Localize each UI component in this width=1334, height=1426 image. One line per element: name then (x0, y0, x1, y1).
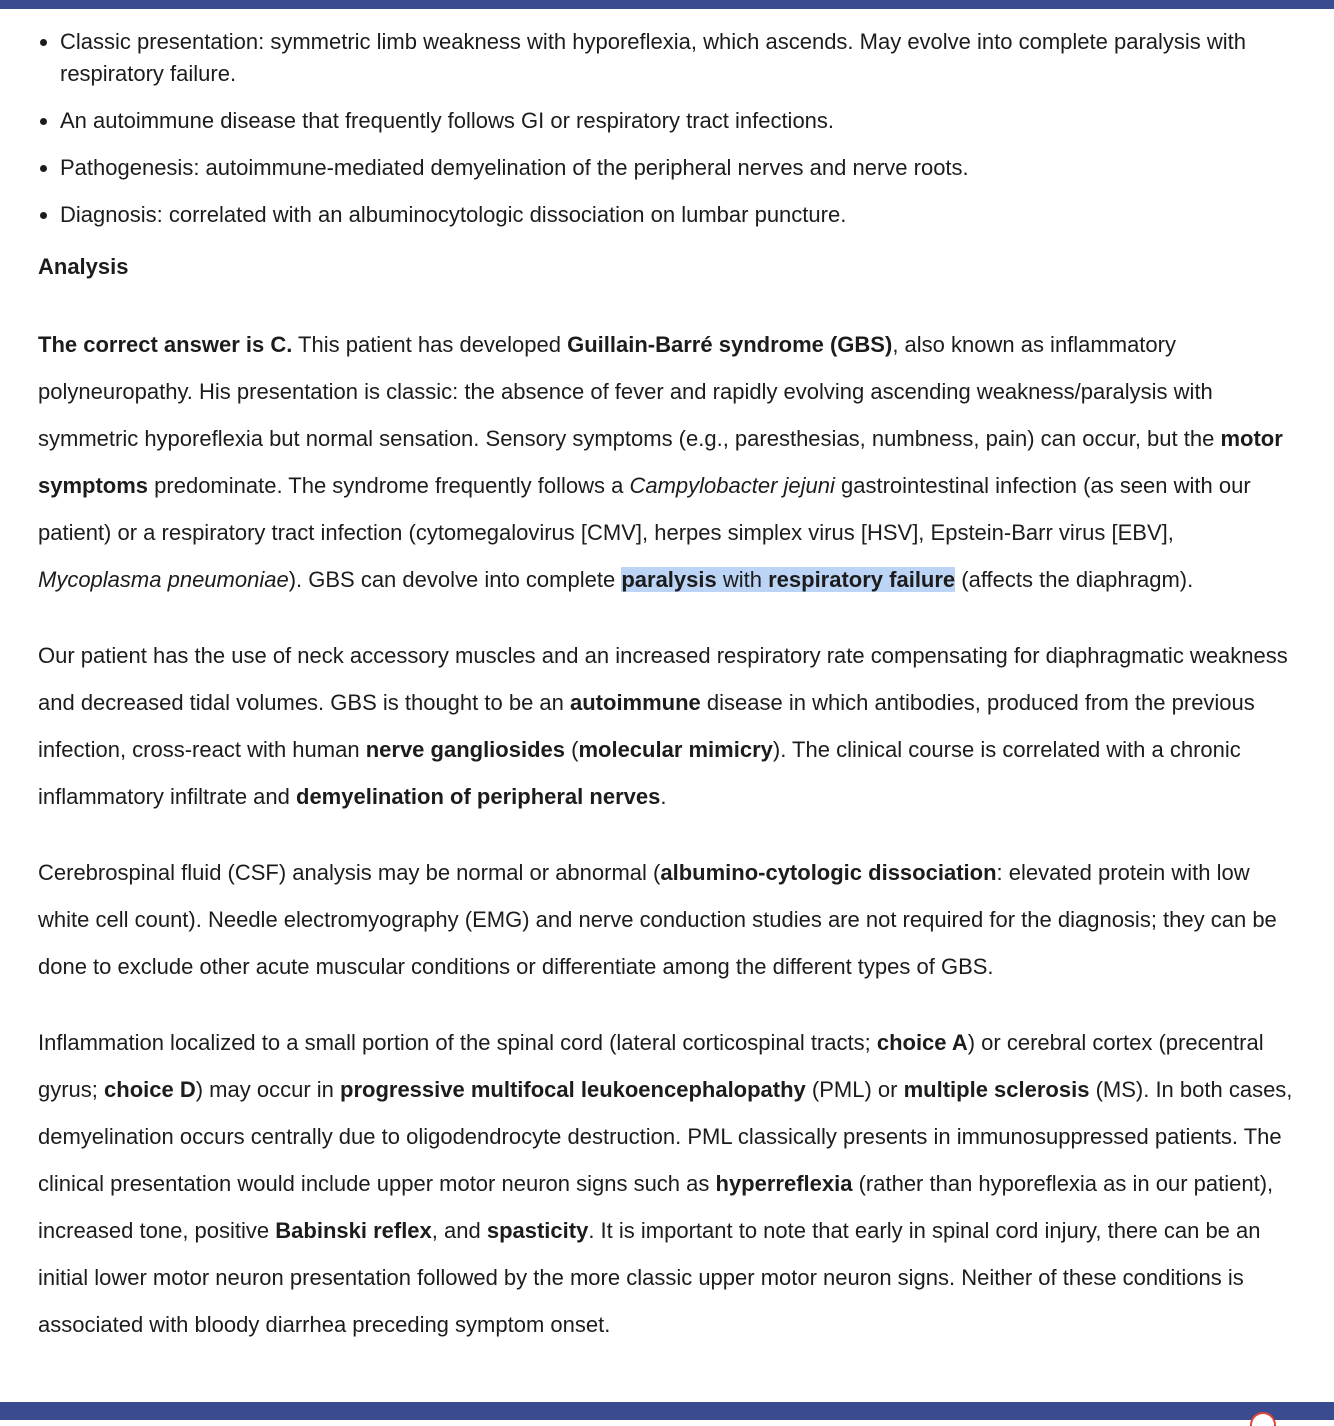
text-span: , also known as inflammatory polyneuropathy. His presentation is classic: the absence of fever and rapidly evolving ascending weakness/paralysis with symmetric hyporeflexia but normal sensation. Sensory symptoms (e.g., paresthesias, numbness, pain) can occur, but the (38, 332, 1221, 451)
bold-term: molecular mimicry (578, 737, 773, 762)
list-item: • Classic presentation: symmetric limb weakness with hyporeflexia, which ascends. May evolve into complete paralysis with respiratory failure. (60, 26, 1298, 90)
bold-term: spasticity (486, 1218, 589, 1243)
bold-term: nerve gangliosides (365, 737, 565, 762)
answer-statement: The correct answer is C. (38, 332, 293, 357)
text-span: . It is important to note that early in spinal cord injury, there can be an initial lower motor neuron presentation followed by the more classic upper motor neuron signs. Neither of these conditions is associated with bloody diarrhea preceding symptom onset. (38, 1218, 1261, 1337)
bold-term: respiratory failure (768, 567, 956, 592)
bottom-toolbar (0, 1402, 1334, 1420)
text-span: (affects the diaphragm). (955, 567, 1194, 592)
bold-term: Guillain-Barré syndrome (GBS) (567, 332, 893, 357)
list-item: • Diagnosis: correlated with an albuminocytologic dissociation on lumbar puncture. (60, 199, 1298, 231)
bold-term: choice D (104, 1077, 196, 1102)
analysis-paragraph-2 (38, 632, 1298, 820)
bold-term: progressive multifocal leukoencephalopathy (340, 1077, 806, 1102)
bold-term: multiple sclerosis (903, 1077, 1090, 1102)
key-points-list (38, 26, 1298, 231)
bold-term: hyperreflexia (715, 1171, 853, 1196)
analysis-paragraph-1 (38, 321, 1298, 603)
top-nav-bar (0, 0, 1334, 9)
text-span: , and (431, 1218, 487, 1243)
text-span: (rather than hyporeflexia as in our patient), increased tone, positive (38, 1171, 1274, 1243)
text-span: (PML) or (805, 1077, 904, 1102)
text-span: ( (565, 737, 579, 762)
bold-term: demyelination of peripheral nerves (296, 784, 661, 809)
analysis-paragraph-3 (38, 849, 1298, 990)
text-span: (MS). In both cases, demyelination occurs centrally due to oligodendrocyte destruction. PML classically presents in immunosuppressed patients. The clinical presentation would include upper motor neuron signs such as (38, 1077, 1293, 1196)
text-span: This patient has developed (292, 332, 568, 357)
text-span: predominate. The syndrome frequently follows a (148, 473, 630, 498)
list-item: • Pathogenesis: autoimmune-mediated demyelination of the peripheral nerves and nerve roots. (60, 152, 1298, 184)
list-item: • An autoimmune disease that frequently follows GI or respiratory tract infections. (60, 105, 1298, 137)
bold-term: autoimmune (570, 690, 701, 715)
text-selection-highlight[interactable] (621, 567, 955, 592)
text-span: Inflammation localized to a small portion of the spinal cord (lateral corticospinal tracts; (38, 1030, 877, 1055)
analysis-heading: Analysis (38, 254, 129, 279)
explanation-content (38, 26, 1298, 1348)
bold-term: paralysis (621, 567, 717, 592)
text-span: with (716, 567, 769, 592)
italic-term: Mycoplasma pneumoniae (38, 567, 289, 592)
text-span: disease in which antibodies, produced from the previous infection, cross-react with human (38, 690, 1255, 762)
bold-term: choice A (876, 1030, 968, 1055)
italic-term: Campylobacter jejuni (629, 473, 835, 498)
text-span: ) may occur in (195, 1077, 340, 1102)
bold-term: albumino-cytologic dissociation (660, 860, 997, 885)
text-span: ). GBS can devolve into complete (288, 567, 622, 592)
bold-term: Babinski reflex (275, 1218, 432, 1243)
text-span: Our patient has the use of neck accessory muscles and an increased respiratory rate compensating for diaphragmatic weakness and decreased tidal volumes. GBS is thought to be an (38, 643, 1288, 715)
text-span: . (660, 784, 667, 809)
text-span: gastrointestinal infection (as seen with our patient) or a respiratory tract infection (cytomegalovirus [CMV], herpes simplex virus [HSV], Epstein-Barr virus [EBV], (38, 473, 1251, 545)
text-span: ). The clinical course is correlated with a chronic inflammatory infiltrate and (38, 737, 1241, 809)
bold-term: motor symptoms (38, 426, 1283, 498)
analysis-paragraph-4 (38, 1019, 1298, 1348)
text-span: Cerebrospinal fluid (CSF) analysis may be normal or abnormal ( (38, 860, 661, 885)
text-span: ) or cerebral cortex (precentral gyrus; (38, 1030, 1264, 1102)
text-span: : elevated protein with low white cell count). Needle electromyography (EMG) and nerve conduction studies are not required for the diagnosis; they can be done to exclude other acute muscular conditions or differentiate among the different types of GBS. (38, 860, 1277, 979)
